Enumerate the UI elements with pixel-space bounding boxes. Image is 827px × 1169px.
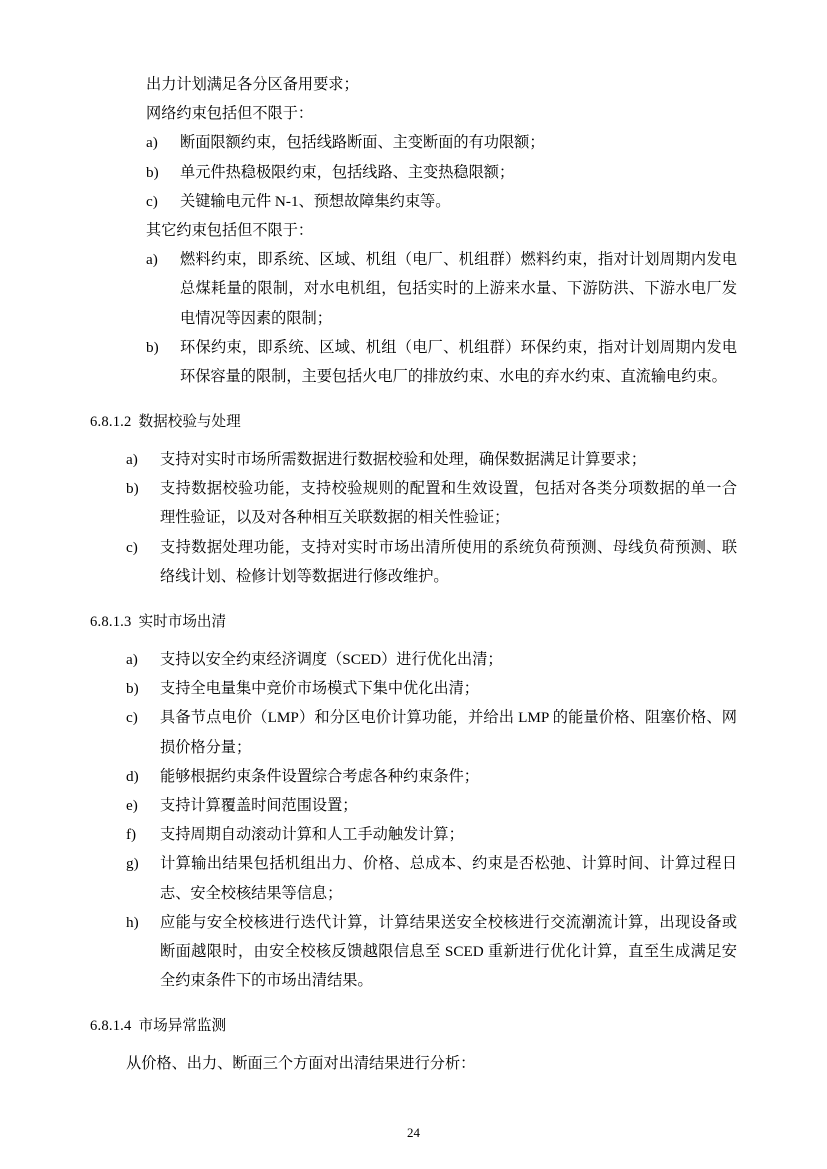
vertical-spacer — [90, 636, 737, 645]
list-item-text: 关键输电元件 N-1、预想故障集约束等。 — [180, 192, 451, 210]
paragraph: 其它约束包括但不限于： — [146, 221, 314, 239]
list-item-marker: b) — [146, 163, 159, 181]
list-item-marker: b) — [126, 480, 139, 498]
list-item-text: 支持数据校验功能，支持校验规则的配置和生效设置，包括对各类分项数据的单一合理性验证，以及对各种相互关联数据的相关性验证； — [160, 480, 737, 527]
list-item — [90, 820, 737, 849]
list-item-marker: a) — [126, 651, 138, 669]
list-item — [90, 474, 737, 532]
list-item-marker: d) — [126, 767, 139, 785]
section-number: 6.8.1.4 — [90, 1018, 132, 1035]
list-item — [90, 533, 737, 591]
list-item — [90, 245, 737, 333]
list-item — [90, 645, 737, 674]
list-item-text: 支持数据处理功能，支持对实时市场出清所使用的系统负荷预测、母线负荷预测、联络线计划、检修计划等数据进行修改维护。 — [160, 538, 737, 585]
list-item-marker: g) — [126, 855, 139, 873]
list-item-text: 计算输出结果包括机组出力、价格、总成本、约束是否松弛、计算时间、计算过程日志、安全校核结果等信息； — [160, 855, 737, 902]
list-item — [90, 674, 737, 703]
list-item — [90, 158, 737, 187]
list-item — [90, 703, 737, 761]
list-item-marker: c) — [126, 538, 138, 556]
vertical-spacer — [90, 391, 737, 408]
list-item-marker: c) — [146, 192, 158, 210]
list-item — [90, 333, 737, 391]
list-item-text: 单元件热稳极限约束，包括线路、主变热稳限额； — [180, 163, 515, 181]
list-item-marker: a) — [146, 251, 158, 269]
list-item-text: 支持以安全约束经济调度（SCED）进行优化出清； — [160, 651, 503, 669]
section-title: 实时市场出清 — [138, 614, 227, 631]
list-item-text: 支持对实时市场所需数据进行数据校验和处理，确保数据满足计算要求； — [160, 451, 646, 469]
list-item — [90, 445, 737, 474]
paragraph: 从价格、出力、断面三个方面对出清结果进行分析： — [126, 1055, 476, 1073]
section-title: 数据校验与处理 — [138, 414, 241, 431]
list-item — [90, 187, 737, 216]
paragraph: 网络约束包括但不限于： — [146, 105, 314, 123]
section-heading — [90, 608, 737, 636]
list-item-text: 断面限额约束，包括线路断面、主变断面的有功限额； — [180, 134, 545, 152]
list-item-marker: f) — [126, 826, 137, 844]
list-item-marker: a) — [126, 451, 138, 469]
page-number: 24 — [407, 1125, 420, 1140]
list-item-text: 环保约束，即系统、区域、机组（电厂、机组群）环保约束，指对计划周期内发电环保容量的限制，主要包括火电厂的排放约束、水电的弃水约束、直流输电约束。 — [180, 338, 737, 385]
list-item-text: 燃料约束，即系统、区域、机组（电厂、机组群）燃料约束，指对计划周期内发电总煤耗量的限制，对水电机组，包括实时的上游来水量、下游防洪、下游水电厂发电情况等因素的限制； — [180, 251, 737, 327]
list-item — [90, 908, 737, 996]
list-item — [90, 762, 737, 791]
vertical-spacer — [90, 1040, 737, 1049]
list-item-text: 具备节点电价（LMP）和分区电价计算功能，并给出 LMP 的能量价格、阻塞价格、网损价格分量； — [160, 709, 737, 756]
list-item-text: 应能与安全校核进行迭代计算，计算结果送安全校核进行交流潮流计算，出现设备或断面越限时，由安全校核反馈越限信息至 SCED 重新进行优化计算，直至生成满足安全约束条件下的市场出清结果。 — [160, 913, 737, 990]
list-item-marker: b) — [146, 338, 159, 356]
list-item-marker: b) — [126, 680, 139, 698]
section-heading — [90, 1012, 737, 1040]
list-item — [90, 791, 737, 820]
vertical-spacer — [90, 591, 737, 608]
vertical-spacer — [90, 436, 737, 445]
list-item — [90, 128, 737, 157]
paragraph: 出力计划满足各分区备用要求； — [146, 76, 359, 93]
section-number: 6.8.1.3 — [90, 614, 132, 631]
list-item-text: 支持全电量集中竞价市场模式下集中优化出清； — [160, 680, 479, 698]
list-item-marker: h) — [126, 913, 139, 931]
list-item-marker: c) — [126, 709, 138, 727]
list-item-text: 支持计算覆盖时间范围设置； — [160, 796, 358, 814]
document-body — [90, 70, 737, 1078]
section-heading — [90, 408, 737, 436]
section-number: 6.8.1.2 — [90, 414, 132, 431]
list-item-text: 能够根据约束条件设置综合考虑各种约束条件； — [160, 767, 479, 785]
section-title: 市场异常监测 — [138, 1018, 227, 1035]
list-item-text: 支持周期自动滚动计算和人工手动触发计算； — [160, 826, 464, 844]
vertical-spacer — [90, 995, 737, 1012]
list-item-marker: a) — [146, 134, 158, 152]
list-item-marker: e) — [126, 796, 138, 814]
list-item — [90, 849, 737, 907]
